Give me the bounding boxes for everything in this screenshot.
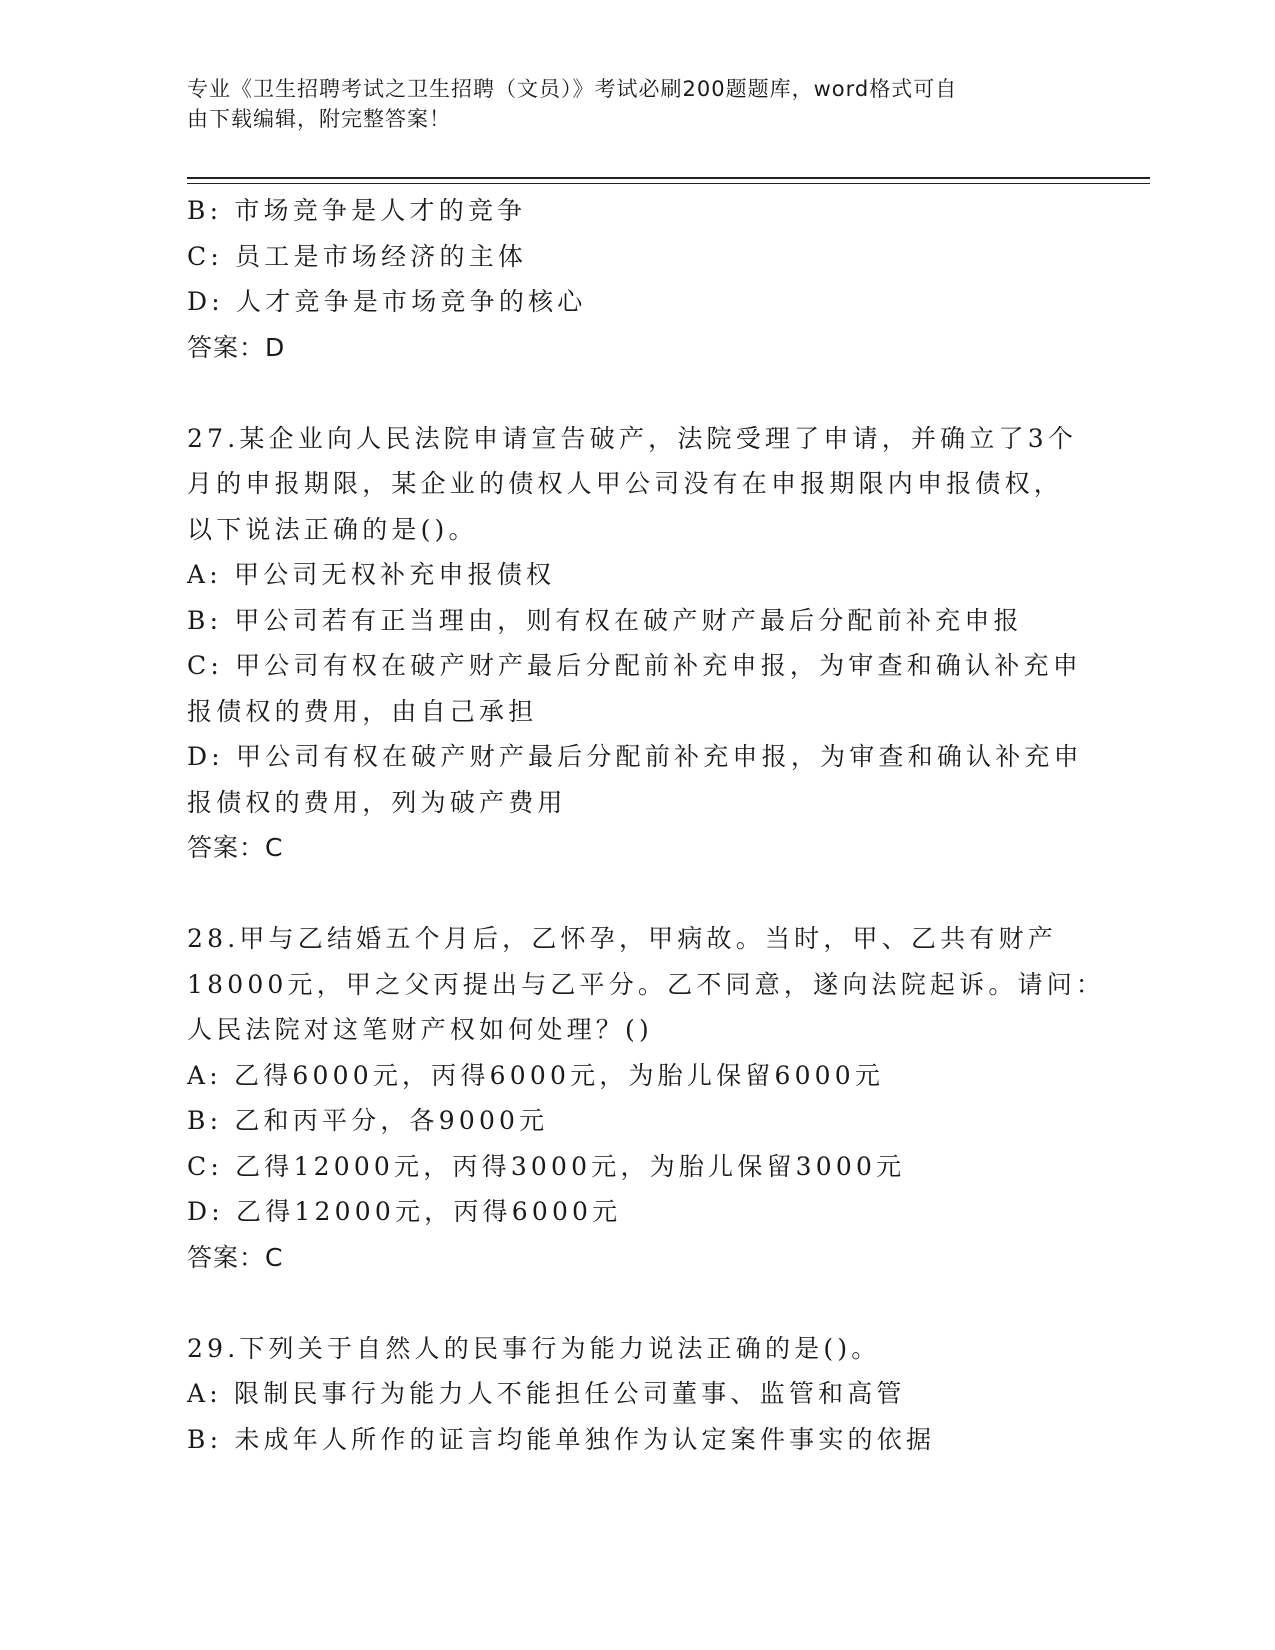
header-line-1: 专业《卫生招聘考试之卫生招聘（文员）》考试必刷200题题库，word格式可自 [187,77,958,101]
option-a: A: 限制民事行为能力人不能担任公司董事、监管和高管 [187,1379,906,1408]
option-b: B: 乙和丙平分，各9000元 [187,1106,549,1135]
option-b: B: 甲公司若有正当理由，则有权在破产财产最后分配前补充申报 [187,605,1023,635]
header-line-2: 由下载编辑，附完整答案！ [187,107,451,131]
question-list [187,188,1106,1462]
option-d-continued: 报债权的费用，列为破产费用 [187,787,567,817]
document-header [187,74,1087,134]
option-c: C: 乙得12000元，丙得3000元，为胎儿保留3000元 [187,1151,906,1181]
question-stem: 18000元，甲之父丙提出与乙平分。乙不同意，遂向法院起诉。请问： [187,969,1106,999]
option-b: B: 市场竞争是人才的竞争 [187,196,527,225]
question-stem: 以下说法正确的是()。 [187,514,478,544]
question-28 [187,916,1106,1280]
spacer [187,370,1087,416]
option-c: C: 员工是市场经济的主体 [187,241,528,271]
question-stem: 人民法院对这笔财产权如何处理？() [187,1015,653,1044]
option-c-continued: 报债权的费用，由自己承担 [187,696,538,726]
question-stem: 28.甲与乙结婚五个月后，乙怀孕，甲病故。当时，甲、乙共有财产 [187,924,1057,953]
question-29 [187,1326,1087,1463]
question-27 [187,416,1087,871]
spacer [187,871,1087,917]
question-26-tail [187,188,1087,370]
option-b: B: 未成年人所作的证言均能单独作为认定案件事实的依据 [187,1424,936,1454]
option-c: C: 甲公司有权在破产财产最后分配前补充申报，为审查和确认补充申 [187,651,1082,680]
option-d: D: 人才竞争是市场竞争的核心 [187,287,587,316]
option-d: D: 甲公司有权在破产财产最后分配前补充申报，为审查和确认补充申 [187,742,1083,771]
answer: 答案：C [187,1242,284,1272]
option-a: A: 乙得6000元，丙得6000元，为胎儿保留6000元 [187,1060,885,1090]
answer: 答案：D [187,332,286,362]
header-divider-thin [187,183,1150,184]
option-a: A: 甲公司无权补充申报债权 [187,560,556,589]
question-stem: 月的申报期限，某企业的债权人甲公司没有在申报期限内申报债权， [187,469,1064,498]
header-divider-thick [187,177,1150,179]
answer: 答案：C [187,833,284,862]
option-d: D: 乙得12000元，丙得6000元 [187,1197,622,1226]
question-stem: 29.下列关于自然人的民事行为能力说法正确的是()。 [187,1333,881,1363]
question-stem: 27.某企业向人民法院申请宣告破产，法院受理了申请，并确立了3个 [187,423,1078,453]
spacer [187,1280,1087,1326]
